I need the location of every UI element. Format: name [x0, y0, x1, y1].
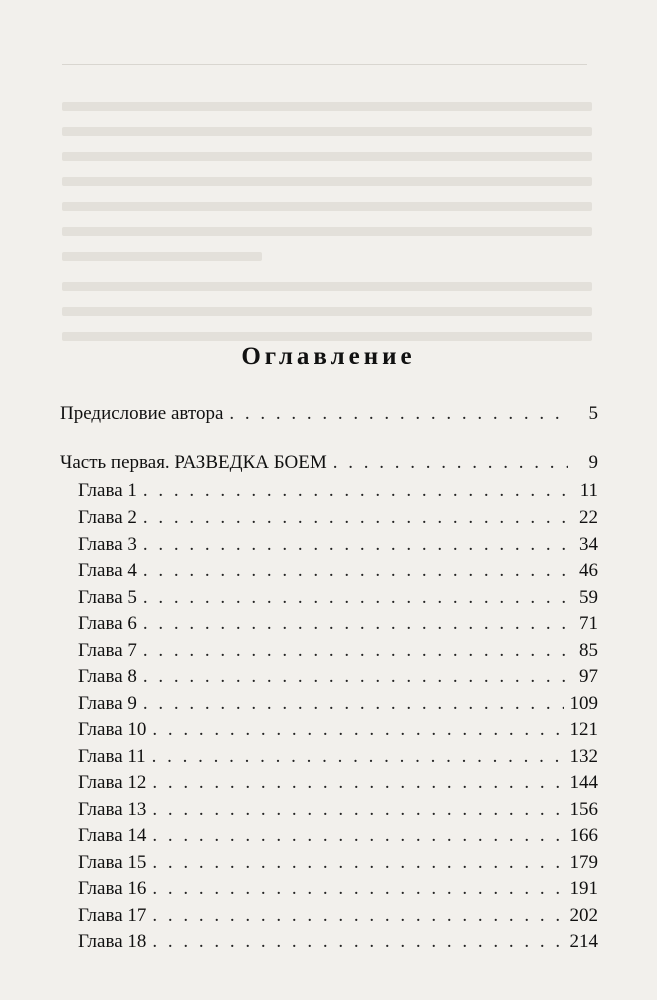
entry-page: 9	[588, 452, 598, 473]
toc-entry-chapter	[60, 640, 598, 666]
dot-leader	[333, 452, 568, 474]
entry-label: Глава 13	[78, 799, 147, 820]
entry-label: Глава 1	[78, 480, 137, 501]
toc-entry-chapter	[60, 613, 598, 639]
dot-leader	[152, 772, 563, 794]
entry-label: Глава 14	[78, 825, 147, 846]
entry-page: 214	[569, 931, 598, 952]
toc-entry-preface	[60, 403, 598, 429]
entry-page: 11	[579, 480, 598, 501]
entry-label: Глава 10	[78, 719, 147, 740]
toc-entry-chapter	[60, 799, 598, 825]
toc-entry-part	[60, 452, 598, 478]
toc-title: Оглавление	[241, 343, 416, 370]
entry-label: Глава 7	[78, 640, 137, 661]
entry-label: Глава 3	[78, 534, 137, 555]
entry-page: 144	[569, 772, 598, 793]
dot-leader	[143, 693, 564, 715]
entry-page: 179	[569, 852, 598, 873]
dot-leader	[143, 640, 568, 662]
dot-leader	[152, 905, 563, 927]
entry-label: Глава 5	[78, 587, 137, 608]
entry-page: 97	[579, 666, 598, 687]
toc-entry-chapter	[60, 719, 598, 745]
entry-page: 109	[569, 693, 598, 714]
entry-page: 46	[579, 560, 598, 581]
entry-page: 191	[569, 878, 598, 899]
toc-entry-chapter	[60, 693, 598, 719]
dot-leader	[152, 931, 563, 953]
entry-label: Глава 18	[78, 931, 147, 952]
dot-leader	[152, 746, 564, 768]
dot-leader	[143, 666, 568, 688]
toc-entry-chapter	[60, 825, 598, 851]
dot-leader	[152, 825, 563, 847]
entry-page: 166	[569, 825, 598, 846]
dot-leader	[152, 719, 563, 741]
toc-entry-chapter	[60, 507, 598, 533]
dot-leader	[143, 480, 568, 502]
entry-label: Глава 16	[78, 878, 147, 899]
entry-page: 85	[579, 640, 598, 661]
toc-entry-chapter	[60, 772, 598, 798]
dot-leader	[143, 507, 568, 529]
dot-leader	[143, 613, 568, 635]
toc-entry-chapter	[60, 878, 598, 904]
toc-entry-chapter	[60, 905, 598, 931]
entry-label: Глава 17	[78, 905, 147, 926]
dot-leader	[143, 560, 568, 582]
entry-page: 34	[579, 534, 598, 555]
entry-page: 71	[579, 613, 598, 634]
entry-label: Глава 15	[78, 852, 147, 873]
entry-label: Часть первая. РАЗВЕДКА БОЕМ	[60, 452, 327, 473]
dot-leader	[229, 403, 568, 425]
entry-page: 156	[569, 799, 598, 820]
toc-entry-chapter	[60, 560, 598, 586]
entry-label: Глава 8	[78, 666, 137, 687]
entry-label: Предисловие автора	[60, 403, 224, 424]
entry-page: 202	[569, 905, 598, 926]
entry-label: Глава 12	[78, 772, 147, 793]
entry-page: 5	[588, 403, 598, 424]
dot-leader	[152, 852, 563, 874]
dot-leader	[143, 534, 568, 556]
entry-label: Глава 2	[78, 507, 137, 528]
entry-page: 132	[569, 746, 598, 767]
table-of-contents	[60, 0, 598, 1000]
dot-leader	[152, 878, 563, 900]
toc-entry-chapter	[60, 666, 598, 692]
entry-label: Глава 6	[78, 613, 137, 634]
toc-entry-chapter	[60, 480, 598, 506]
toc-entry-chapter	[60, 746, 598, 772]
toc-entry-chapter	[60, 931, 598, 957]
dot-leader	[143, 587, 568, 609]
entry-page: 121	[569, 719, 598, 740]
dot-leader	[152, 799, 563, 821]
entry-label: Глава 9	[78, 693, 137, 714]
entry-page: 59	[579, 587, 598, 608]
entry-label: Глава 4	[78, 560, 137, 581]
toc-entry-chapter	[60, 852, 598, 878]
toc-entry-chapter	[60, 534, 598, 560]
entry-page: 22	[579, 507, 598, 528]
entry-label: Глава 11	[78, 746, 146, 767]
toc-entry-chapter	[60, 587, 598, 613]
